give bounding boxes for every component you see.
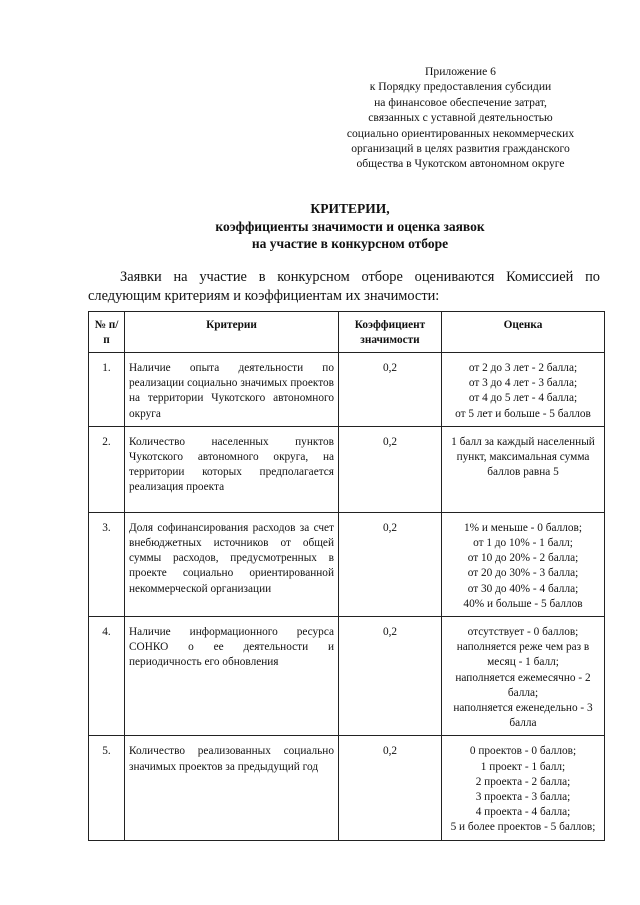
score-line: от 30 до 40% - 4 балла;: [467, 582, 579, 595]
table-row: [89, 617, 605, 736]
annex-line: организаций в целях развития гражданского: [351, 142, 570, 156]
score-line: от 2 до 3 лет - 2 балла;: [468, 362, 578, 374]
annex-line: к Порядку предоставления субсидии: [369, 80, 552, 94]
score-line: 5 и более проектов - 5 баллов;: [450, 821, 596, 834]
table-row: [89, 353, 605, 427]
row-score: [442, 426, 605, 512]
score-line: 0 проектов - 0 баллов;: [469, 745, 577, 758]
row-criterion: Количество населенных пунктов Чукотского автономного округа, на территории которых предполагается реализация проекта: [125, 426, 339, 512]
row-num: 4.: [89, 617, 125, 736]
title-line-1: КРИТЕРИИ,: [310, 201, 390, 216]
table-row: [89, 512, 605, 616]
score-line: 1 проект - 1 балл;: [480, 760, 566, 773]
table-row: [89, 736, 605, 840]
score-line: наполняется реже чем раз в месяц - 1 балл;: [456, 641, 590, 669]
row-score: [442, 512, 605, 616]
score-line: 1 балл за каждый населенный пункт, максимальная сумма баллов равна 5: [451, 435, 595, 479]
score-line: 4 проекта - 4 балла;: [475, 806, 571, 819]
row-num: 5.: [89, 736, 125, 840]
annex-line: на финансовое обеспечение затрат,: [374, 95, 547, 109]
row-criterion: Наличие опыта деятельности по реализации социально значимых проектов на территории Чукотского автономного округа: [125, 353, 339, 427]
score-line: 3 проекта - 3 балла;: [475, 791, 571, 804]
row-num: 1.: [89, 353, 125, 427]
header-num: № п/п: [89, 312, 125, 353]
document-title: [80, 200, 620, 253]
row-coef: 0,2: [339, 617, 442, 736]
row-criterion: Доля софинансирования расходов за счет внебюджетных источников от общей суммы расходов, предусмотренных в проекте социально ориентированной некоммерческой организации: [125, 512, 339, 616]
title-line-2: коэффициенты значимости и оценка заявок: [215, 218, 485, 234]
annex-line: общества в Чукотском автономном округе: [356, 157, 565, 171]
intro-paragraph: Заявки на участие в конкурсном отборе оцениваются Комиссией по следующим критериям и коэффициентам их значимости:: [88, 269, 600, 304]
row-num: 3.: [89, 512, 125, 616]
annex-line: социально ориентированных некоммерческих: [346, 126, 575, 140]
row-score: [442, 617, 605, 736]
score-line: от 10 до 20% - 2 балла;: [467, 552, 579, 565]
row-num: 2.: [89, 426, 125, 512]
annex-header: [318, 64, 603, 172]
annex-line: Приложение 6: [425, 65, 496, 78]
criteria-table: [88, 311, 605, 841]
row-score: [442, 353, 605, 427]
score-line: от 4 до 5 лет - 4 балла;: [468, 392, 578, 405]
table-row: [89, 426, 605, 512]
row-criterion: Количество реализованных социально значимых проектов за предыдущий год: [125, 736, 339, 840]
row-coef: 0,2: [339, 736, 442, 840]
score-line: 40% и больше - 5 баллов: [463, 597, 583, 610]
header-score: Оценка: [442, 312, 605, 353]
header-coef: Коэффициент значимости: [339, 312, 442, 353]
header-criteria: Критерии: [125, 312, 339, 353]
score-line: отсутствует - 0 баллов;: [467, 626, 579, 639]
row-coef: 0,2: [339, 512, 442, 616]
score-line: от 1 до 10% - 1 балл;: [473, 537, 573, 550]
score-line: от 5 лет и больше - 5 баллов: [455, 407, 591, 420]
score-line: 1% и меньше - 0 баллов;: [464, 521, 582, 534]
score-line: от 20 до 30% - 3 балла;: [467, 567, 579, 580]
row-criterion: Наличие информационного ресурса СОНКО о ее деятельности и периодичность его обновления: [125, 617, 339, 736]
title-line-3: на участие в конкурсном отборе: [251, 236, 449, 251]
annex-line: связанных с уставной деятельностью: [368, 111, 553, 125]
row-coef: 0,2: [339, 353, 442, 427]
score-line: от 3 до 4 лет - 3 балла;: [468, 377, 578, 390]
score-line: наполняется ежемесячно - 2 балла;: [455, 671, 591, 699]
score-line: 2 проекта - 2 балла;: [475, 775, 571, 788]
row-coef: 0,2: [339, 426, 442, 512]
table-header-row: [89, 312, 605, 353]
score-line: наполняется еженедельно - 3 балла: [453, 702, 593, 730]
row-score: [442, 736, 605, 840]
